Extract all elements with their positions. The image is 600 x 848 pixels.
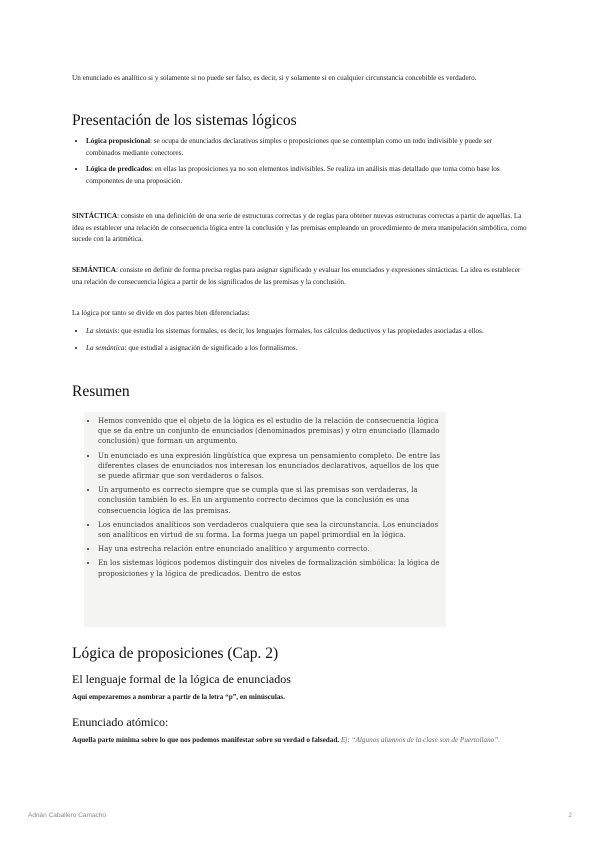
section-title-proposiciones: Lógica de proposiciones (Cap. 2) (72, 645, 279, 662)
list-item: • Hay una estrecha relación entre enunciado analítico y argumento correcto. (98, 544, 446, 554)
list-item: • La semántica: que estudial a asignación de significado a los formalismos. (86, 343, 528, 355)
list-item: • En los sistemas lógicos podemos distinguir dos niveles de formalización simbólica: la lógica de proposiciones y la lógica de predicados. Dentro de estos (98, 558, 446, 578)
semantica-paragraph: SEMÁNTICA: consiste en definir de forma precisa reglas para asignar significado y evaluar los enunciados y expresiones sintácticas. La idea es establecer una relación de consecuencia lógica a partir de los significados de las premisas y la conclusión. (72, 266, 521, 286)
subsection-title-atomico: Enunciado atómico: (72, 715, 169, 729)
logic-parts-list (72, 326, 528, 359)
section-title-resumen: Resumen (72, 383, 130, 400)
list-item: • Los enunciados analíticos son verdaderos cualquiera que sea la circunstancia. Los enunciados son analíticos en virtud de su forma. La forma juega un papel primordial en la lógica. (98, 520, 446, 540)
resumen-scan-image (84, 412, 446, 627)
atomico-paragraph: Aquella parte mínima sobre lo que nos podemos manifestar sobre su verdad o falsedad. Ej: “Algunos alumnos de la clase son de Puertollano”. (72, 736, 501, 744)
list-item: • Lógica de predicados: en ellas las proposiciones ya no son elementos indivisibles. Se realiza un análisis mas detallado que toma como base los componentes de una proposición. (86, 164, 528, 187)
term-predicados: Lógica de predicados (86, 165, 151, 173)
division-paragraph: La lógica por tanto se divide en dos partes bien diferenciadas: (72, 309, 250, 317)
footer-author: Adrián Caballero Camacho (28, 812, 107, 819)
atomico-example: Ej: “Algunos alumnos de la clase son de Puertollano”. (340, 736, 501, 744)
list-item: • Lógica proposicional: se ocupa de enunciados declarativos simples o proposiciones que se contemplan como un todo indivisible y puede ser combinados mediante conectores. (86, 136, 528, 159)
sintactica-paragraph: SINTÁCTICA: consiste en una definición de una serie de estructuras correctas y de reglas para obtener nuevas estructuras correctas a partir de aquellas. La idea es establecer una relación de consecuencia lógica entre la conclusión y las premisas empleando un procedimiento de mera manipulación simbólica, como sucede con la aritmética. (72, 212, 527, 243)
logic-types-list (72, 136, 528, 192)
page-number: 2 (568, 812, 572, 819)
list-item: • Un argumento es correcto siempre que se cumpla que si las premisas son verdaderas, la conclusión también lo es. En un argumento correcto decimos que la conclusión es una consecuencia lógica de las premisas. (98, 485, 446, 516)
lenguaje-paragraph: Aquí empezaremos a nombrar a partir de la letra “p”, en minúsculas. (72, 693, 286, 701)
list-item: • La sintaxis: que estudia los sistemas formales, es decir, los lenguajes formales, los cálculos deductivos y las propiedades asociadas a ellos. (86, 326, 528, 338)
list-item: • Hemos convenido que el objeto de la lógica es el estudio de la relación de consecuencia lógica que se da entre un conjunto de enunciados (denominados premisas) y otro enunciado (llamado conclusión) que forman un argumento. (98, 416, 446, 447)
intro-paragraph: Un enunciado es analítico si y solamente si no puede ser falso, es decir, si y solamente si en cualquier circunstancia concebible es verdadero. (72, 74, 477, 82)
list-item: • Un enunciado es una expresión lingüística que expresa un pensamiento completo. De entre las diferentes clases de enunciados nos interesan los enunciados declarativos, aquellos de los que se puede afirmar que son verdaderos o falsos. (98, 451, 446, 482)
subsection-title-lenguaje: El lenguaje formal de la lógica de enunciados (72, 672, 291, 686)
section-title-sistemas: Presentación de los sistemas lógicos (72, 112, 297, 129)
page-footer (28, 812, 572, 819)
term-proposicional: Lógica proposicional (86, 137, 150, 145)
